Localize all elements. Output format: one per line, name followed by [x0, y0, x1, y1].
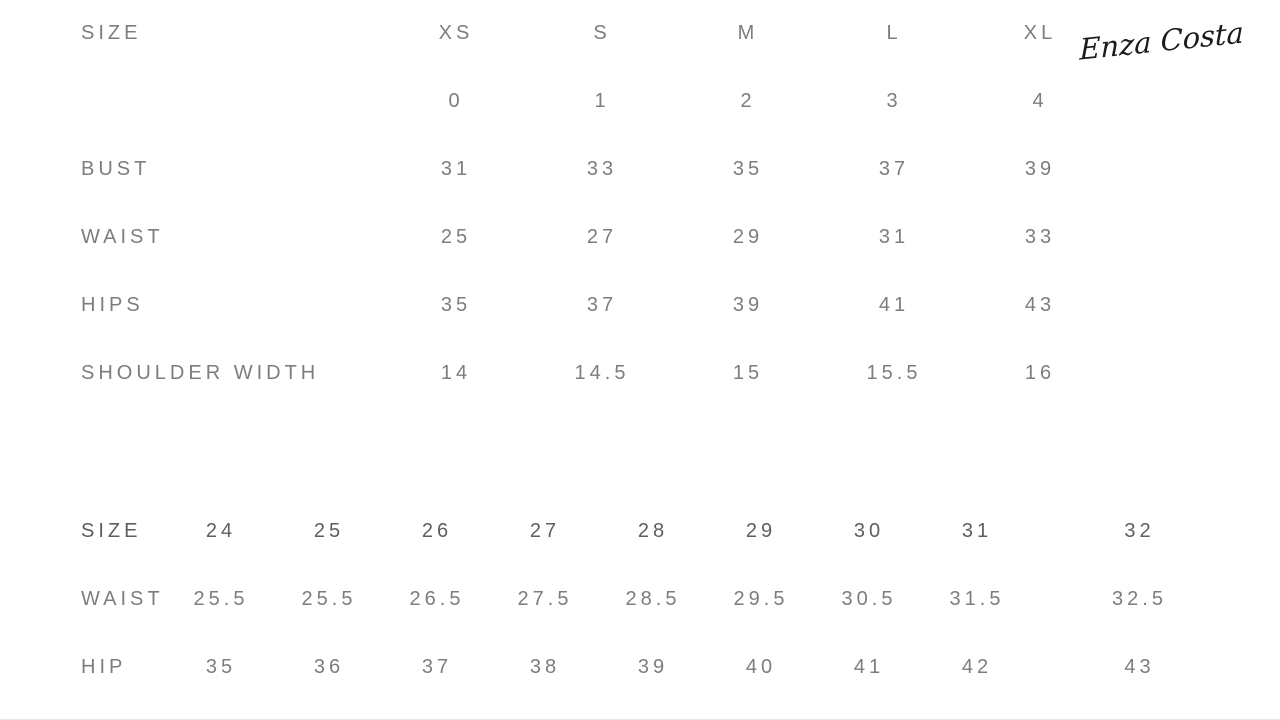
- row-label-denim-hip: HIP: [81, 655, 127, 678]
- alpha-col-m: M: [737, 21, 759, 44]
- waist-value: 29: [732, 225, 764, 248]
- hips-value: 35: [440, 293, 472, 316]
- denim-col-29: 29: [745, 519, 777, 542]
- denim-hip-value: 35: [205, 655, 237, 678]
- alpha-size-table: [81, 0, 1113, 407]
- denim-hip-value: 42: [961, 655, 993, 678]
- denim-col-24: 24: [205, 519, 237, 542]
- bust-value: 37: [878, 157, 910, 180]
- row-label-shoulder-width: SHOULDER WIDTH: [81, 361, 320, 384]
- numeric-size: 0: [448, 89, 464, 112]
- row-label-bust: BUST: [81, 157, 151, 180]
- denim-col-26: 26: [421, 519, 453, 542]
- spacer-cell: [81, 67, 383, 135]
- denim-size-table: [81, 497, 1248, 701]
- waist-value: 25: [440, 225, 472, 248]
- shoulder-width-value: 15.5: [866, 361, 922, 384]
- numeric-size: 3: [886, 89, 902, 112]
- hips-value: 41: [878, 293, 910, 316]
- bust-value: 33: [586, 157, 618, 180]
- bust-value: 39: [1024, 157, 1056, 180]
- denim-hip-value: 40: [745, 655, 777, 678]
- hips-value: 39: [732, 293, 764, 316]
- denim-waist-value: 32.5: [1112, 587, 1167, 610]
- alpha-col-l: L: [886, 21, 902, 44]
- shoulder-width-value: 15: [732, 361, 764, 384]
- alpha-size-header: SIZE: [81, 21, 142, 44]
- alpha-col-xl: XL: [1023, 21, 1057, 44]
- denim-hip-value: 41: [853, 655, 885, 678]
- numeric-size: 2: [740, 89, 756, 112]
- row-label-hips: HIPS: [81, 293, 144, 316]
- denim-col-25: 25: [313, 519, 345, 542]
- denim-waist-value: 30.5: [841, 587, 897, 610]
- denim-col-27: 27: [529, 519, 561, 542]
- denim-hip-value: 38: [529, 655, 561, 678]
- denim-hip-value: 36: [313, 655, 345, 678]
- waist-value: 31: [878, 225, 910, 248]
- alpha-col-s: S: [593, 21, 611, 44]
- denim-col-32: 32: [1124, 519, 1155, 542]
- denim-waist-value: 26.5: [409, 587, 465, 610]
- hips-value: 37: [586, 293, 618, 316]
- bust-value: 35: [732, 157, 764, 180]
- shoulder-width-value: 14.5: [574, 361, 630, 384]
- denim-hip-value: 39: [637, 655, 669, 678]
- denim-col-30: 30: [853, 519, 885, 542]
- row-label-denim-waist: WAIST: [81, 587, 164, 610]
- hips-value: 43: [1024, 293, 1056, 316]
- denim-waist-value: 25.5: [301, 587, 357, 610]
- denim-hip-value: 43: [1124, 655, 1155, 678]
- shoulder-width-value: 16: [1024, 361, 1056, 384]
- brand-logo: Enza Costa: [1079, 15, 1244, 67]
- numeric-size: 4: [1032, 89, 1048, 112]
- row-label-waist: WAIST: [81, 225, 164, 248]
- denim-col-31: 31: [961, 519, 993, 542]
- denim-waist-value: 27.5: [517, 587, 573, 610]
- numeric-size: 1: [594, 89, 610, 112]
- alpha-col-xs: XS: [438, 21, 474, 44]
- denim-size-header: SIZE: [81, 519, 142, 542]
- denim-col-28: 28: [637, 519, 669, 542]
- waist-value: 33: [1024, 225, 1056, 248]
- denim-waist-value: 28.5: [625, 587, 681, 610]
- denim-waist-value: 29.5: [733, 587, 789, 610]
- shoulder-width-value: 14: [440, 361, 472, 384]
- waist-value: 27: [586, 225, 618, 248]
- denim-waist-value: 31.5: [949, 587, 1005, 610]
- denim-hip-value: 37: [421, 655, 453, 678]
- denim-waist-value: 25.5: [193, 587, 249, 610]
- bust-value: 31: [440, 157, 472, 180]
